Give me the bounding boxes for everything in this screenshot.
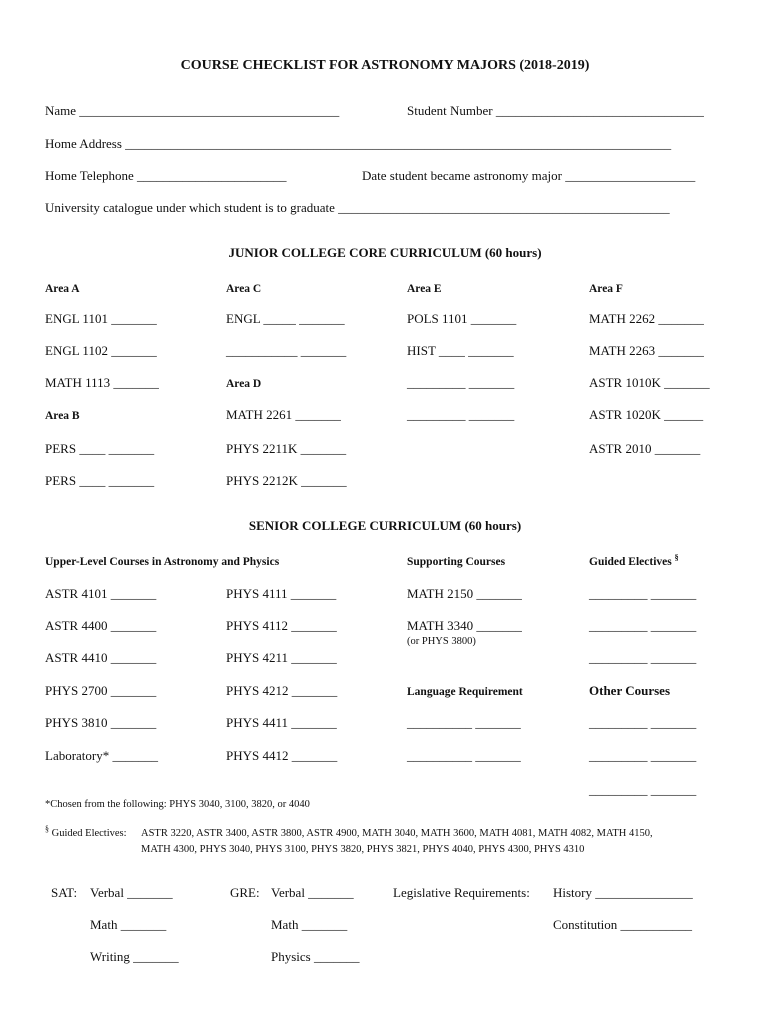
course-slot[interactable]: ASTR 1010K _______ (589, 375, 710, 390)
course-slot[interactable]: PERS ____ _______ (45, 441, 155, 456)
course-slot[interactable]: ASTR 2010 _______ (589, 441, 701, 456)
area-c-heading: Area C (226, 283, 262, 295)
course-slot[interactable]: _________ _______ (589, 586, 697, 601)
student-number-field[interactable]: Student Number ________________________________ (407, 103, 704, 118)
junior-heading: JUNIOR COLLEGE CORE CURRICULUM (60 hours) (228, 245, 542, 260)
course-slot[interactable]: MATH 2261 _______ (226, 407, 341, 422)
gre-score-field[interactable]: Physics _______ (271, 949, 360, 964)
home-address-field[interactable]: Home Address ____________________________________________________________________________________ (45, 136, 672, 151)
course-slot[interactable]: _________ _______ (589, 715, 697, 730)
section-mark: § (674, 553, 679, 563)
course-slot[interactable]: PHYS 2700 _______ (45, 683, 157, 698)
area-d-heading: Area D (226, 378, 262, 390)
page-title: COURSE CHECKLIST FOR ASTRONOMY MAJORS (2018-2019) (180, 58, 590, 73)
course-slot[interactable]: PHYS 4211 _______ (226, 650, 337, 665)
area-f-heading: Area F (589, 283, 623, 295)
gre-label: GRE: (230, 885, 260, 900)
course-slot[interactable]: ___________ _______ (226, 343, 347, 358)
course-slot[interactable]: ASTR 1020K ______ (589, 407, 704, 422)
course-slot[interactable]: _________ _______ (589, 782, 697, 797)
course-slot[interactable]: MATH 1113 _______ (45, 375, 159, 390)
catalogue-field[interactable]: University catalogue under which student is to graduate ___________________________________________________ (45, 200, 670, 215)
legislative-label: Legislative Requirements: (393, 885, 530, 900)
area-a-heading: Area A (45, 283, 80, 295)
sat-score-field[interactable]: Writing _______ (90, 949, 179, 964)
course-slot[interactable]: _________ _______ (407, 375, 515, 390)
laboratory-note: *Chosen from the following: PHYS 3040, 3100, 3820, or 4040 (45, 799, 310, 810)
course-slot[interactable]: MATH 2262 _______ (589, 311, 704, 326)
course-slot[interactable]: PHYS 4112 _______ (226, 618, 337, 633)
course-slot[interactable]: POLS 1101 _______ (407, 311, 517, 326)
area-b-heading: Area B (45, 410, 80, 422)
gre-score-field[interactable]: Verbal _______ (271, 885, 354, 900)
upper-level-heading: Upper-Level Courses in Astronomy and Physics (45, 556, 280, 568)
supporting-note: (or PHYS 3800) (407, 636, 476, 647)
course-slot[interactable]: MATH 3340 _______ (407, 618, 522, 633)
sat-score-field[interactable]: Verbal _______ (90, 885, 173, 900)
course-slot[interactable]: PHYS 4412 _______ (226, 748, 338, 763)
course-slot[interactable]: MATH 2263 _______ (589, 343, 704, 358)
course-slot[interactable]: ASTR 4400 _______ (45, 618, 157, 633)
guided-note-label (45, 826, 127, 842)
course-slot[interactable]: __________ _______ (407, 748, 521, 763)
legislative-field[interactable]: Constitution ___________ (553, 917, 693, 932)
supporting-heading: Supporting Courses (407, 556, 506, 568)
guided-note-line: ASTR 3220, ASTR 3400, ASTR 3800, ASTR 4900, MATH 3040, MATH 3600, MATH 4081, MATH 4082, MATH 4150, (141, 828, 653, 839)
sat-score-field[interactable]: Math _______ (90, 917, 167, 932)
course-slot[interactable]: _________ _______ (407, 407, 515, 422)
course-slot[interactable]: __________ _______ (407, 715, 521, 730)
course-slot[interactable]: PHYS 2211K _______ (226, 441, 347, 456)
legislative-field[interactable]: History _______________ (553, 885, 693, 900)
date-major-field[interactable]: Date student became astronomy major ____________________ (362, 168, 696, 183)
course-slot[interactable]: HIST ____ _______ (407, 343, 514, 358)
course-slot[interactable]: Laboratory* _______ (45, 748, 159, 763)
guided-note-line: MATH 4300, PHYS 3040, PHYS 3100, PHYS 3820, PHYS 3821, PHYS 4040, PHYS 4300, PHYS 4310 (141, 844, 585, 855)
gre-score-field[interactable]: Math _______ (271, 917, 348, 932)
guided-electives-heading (589, 554, 679, 570)
language-heading: Language Requirement (407, 686, 523, 698)
name-field[interactable]: Name ________________________________________ (45, 103, 340, 118)
course-slot[interactable]: ASTR 4101 _______ (45, 586, 157, 601)
course-slot[interactable]: ASTR 4410 _______ (45, 650, 157, 665)
course-slot[interactable]: PHYS 4212 _______ (226, 683, 338, 698)
course-slot[interactable]: PHYS 4411 _______ (226, 715, 337, 730)
course-slot[interactable]: PHYS 2212K _______ (226, 473, 347, 488)
course-slot[interactable]: PERS ____ _______ (45, 473, 155, 488)
area-e-heading: Area E (407, 283, 442, 295)
sat-label: SAT: (51, 885, 78, 900)
senior-heading: SENIOR COLLEGE CURRICULUM (60 hours) (248, 518, 522, 533)
course-slot[interactable]: ENGL 1101 _______ (45, 311, 157, 326)
course-slot[interactable]: ENGL 1102 _______ (45, 343, 157, 358)
course-slot[interactable]: _________ _______ (589, 748, 697, 763)
guided-note-label-text: Guided Electives: (51, 828, 127, 839)
guided-electives-label: Guided Electives (589, 556, 672, 568)
course-slot[interactable]: ENGL _____ _______ (226, 311, 345, 326)
section-mark: § (45, 824, 49, 834)
course-slot[interactable]: MATH 2150 _______ (407, 586, 522, 601)
course-slot[interactable]: PHYS 4111 _______ (226, 586, 337, 601)
course-slot[interactable]: PHYS 3810 _______ (45, 715, 157, 730)
home-telephone-field[interactable]: Home Telephone _______________________ (45, 168, 287, 183)
course-slot[interactable]: _________ _______ (589, 618, 697, 633)
other-courses-heading: Other Courses (589, 683, 671, 698)
course-slot[interactable]: _________ _______ (589, 650, 697, 665)
